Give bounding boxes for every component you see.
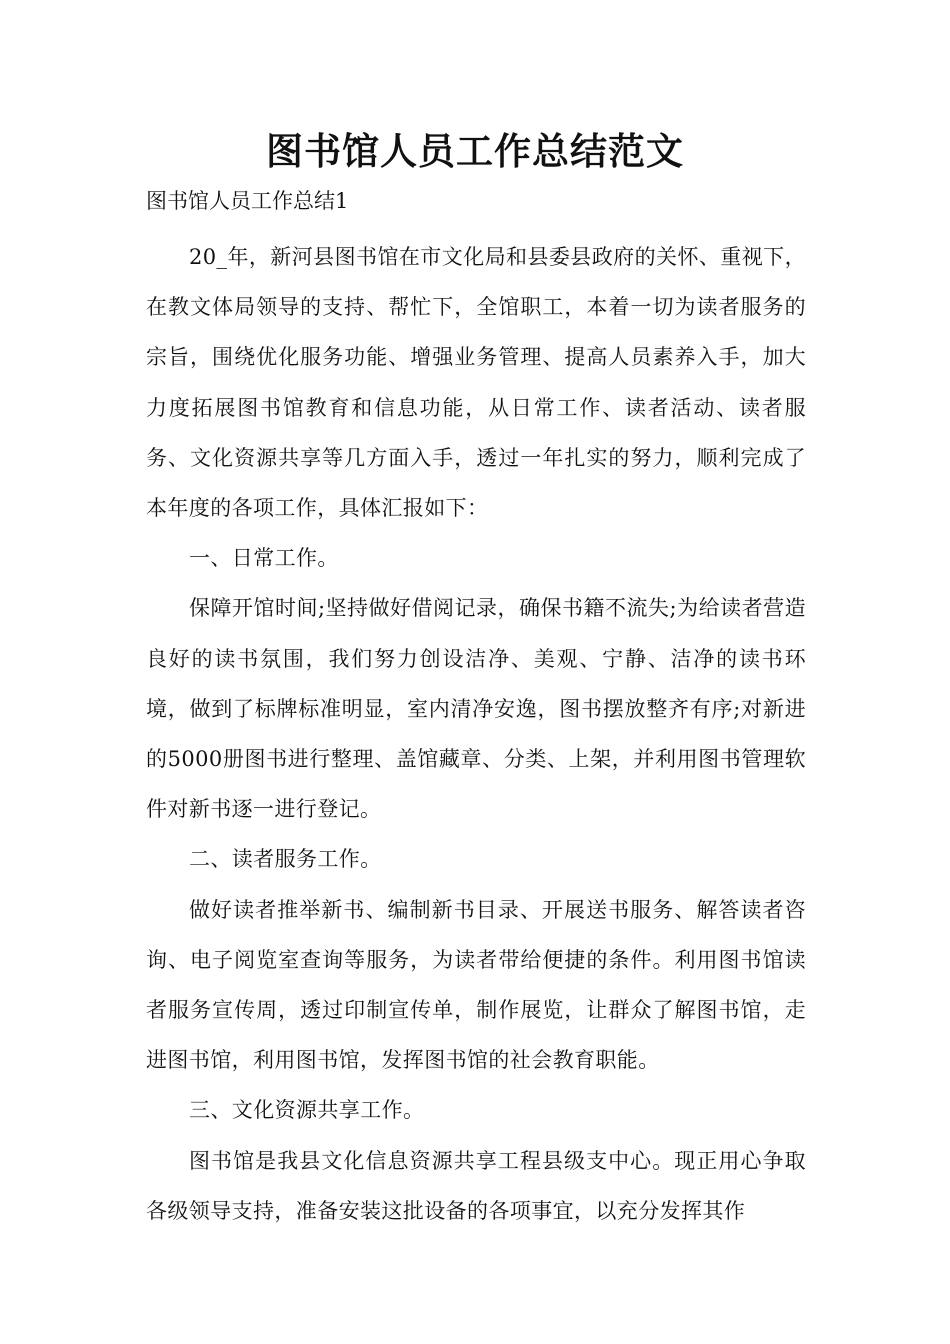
resource-sharing-paragraph: 图书馆是我县文化信息资源共享工程县级支中心。现正用心争取各级领导支持，准备安装这批设备的各项事宜，以充分发挥其作 [146, 1148, 806, 1223]
document-body [146, 232, 806, 1236]
daily-work-paragraph: 保障开馆时间;坚持做好借阅记录，确保书籍不流失;为给读者营造良好的读书氛围，我们努力创设洁净、美观、宁静、洁净的读书环境，做到了标牌标准明显，室内清净安逸，图书摆放整齐有序;对新进的5000册图书进行整理、盖馆藏章、分类、上架，并利用图书管理软件对新书逐一进行登记。 [146, 596, 806, 822]
reader-service-paragraph: 做好读者推举新书、编制新书目录、开展送书服务、解答读者咨询、电子阅览室查询等服务，为读者带给便捷的条件。利用图书馆读者服务宣传周，透过印制宣传单，制作展览，让群众了解图书馆，走进图书馆，利用图书馆，发挥图书馆的社会教育职能。 [146, 897, 806, 1073]
section-heading-daily-work: 一、日常工作。 [189, 546, 339, 571]
document-title: 图书馆人员工作总结范文 [266, 130, 684, 173]
section-heading-resource-sharing: 三、文化资源共享工作。 [189, 1098, 425, 1123]
document-subtitle: 图书馆人员工作总结1 [146, 189, 349, 213]
intro-paragraph: 20_年，新河县图书馆在市文化局和县委县政府的关怀、重视下，在教文体局领导的支持、帮忙下，全馆职工，本着一切为读者服务的宗旨，围绕优化服务功能、增强业务管理、提高人员素养入手，加大力度拓展图书馆教育和信息功能，从日常工作、读者活动、读者服务、文化资源共享等几方面入手，透过一年扎实的努力，顺利完成了本年度的各项工作，具体汇报如下： [146, 245, 806, 521]
section-heading-reader-service: 二、读者服务工作。 [189, 847, 382, 872]
